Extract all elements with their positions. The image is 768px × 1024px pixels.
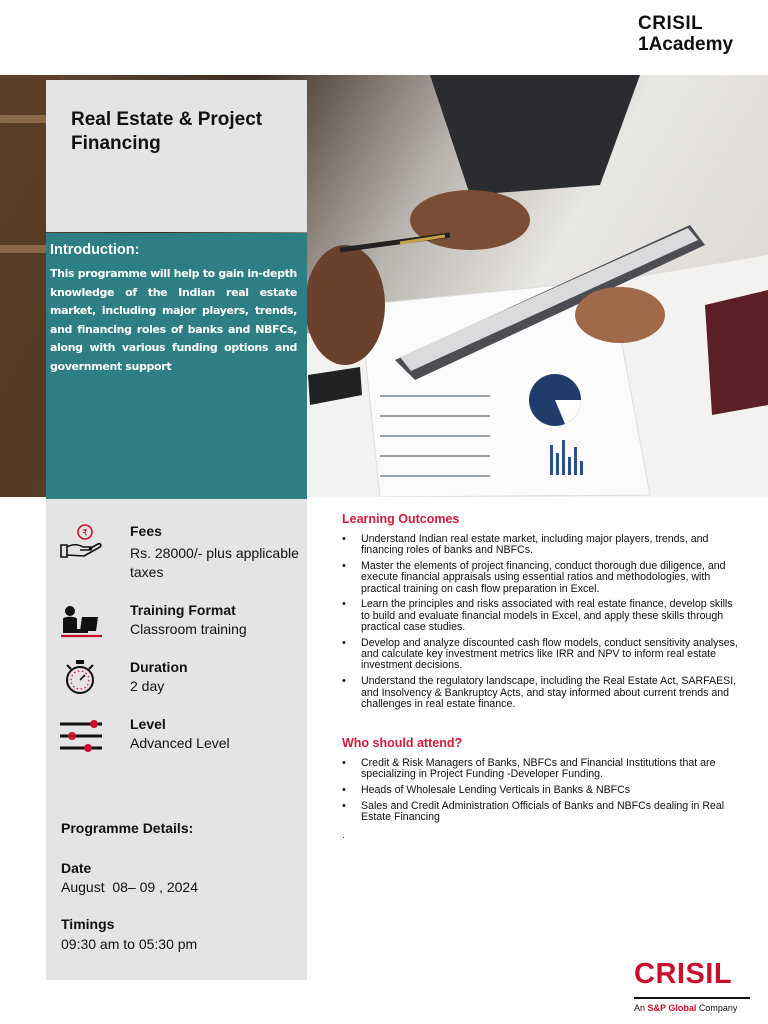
footer-rule bbox=[634, 997, 750, 999]
level-label: Level bbox=[130, 716, 166, 732]
logo-line-2: 1Academy bbox=[638, 34, 734, 55]
who-should-attend-list bbox=[342, 758, 742, 823]
date-value: August 08– 09 , 2024 bbox=[61, 879, 198, 895]
training-format-value: Classroom training bbox=[130, 621, 247, 637]
stopwatch-icon bbox=[58, 659, 104, 699]
footer-brand: CRISIL bbox=[634, 958, 733, 990]
introduction-panel bbox=[46, 233, 307, 499]
hand-coin-icon bbox=[58, 523, 104, 563]
tagline-brand: S&P Global bbox=[647, 1003, 697, 1013]
duration-value: 2 day bbox=[130, 678, 165, 694]
learning-outcomes-heading: Learning Outcomes bbox=[342, 512, 460, 526]
page-title: Real Estate & Project Financing bbox=[71, 109, 263, 154]
footer-tagline bbox=[634, 1003, 752, 1013]
course-info-panel bbox=[46, 499, 307, 980]
programme-details-heading: Programme Details: bbox=[61, 820, 194, 836]
tagline-prefix: An bbox=[634, 1003, 648, 1013]
tagline-suffix: Company bbox=[696, 1003, 738, 1013]
crisil-academy-logo bbox=[638, 14, 758, 54]
list-item: • Master the elements of project financing, conduct thorough due diligence, and execute financial appraisals using essential ratios and methodologies, with practical training on cash flow preparation in Excel. bbox=[342, 561, 742, 595]
introduction-heading: Introduction: bbox=[50, 242, 140, 258]
trailing-dot: . bbox=[342, 829, 345, 841]
sliders-icon bbox=[58, 718, 104, 758]
who-should-attend-heading: Who should attend? bbox=[342, 736, 463, 751]
list-item: • Sales and Credit Administration Officials of Banks and NBFCs dealing in Real Estate Financing bbox=[342, 801, 742, 824]
fees-value: Rs. 28000/- plus applicable taxes bbox=[130, 545, 299, 580]
right-column bbox=[342, 512, 742, 841]
learning-outcomes-list bbox=[342, 534, 742, 710]
list-item: • Understand the regulatory landscape, including the Real Estate Act, SARFAESI, and Insolvency & Bankruptcy Acts, and stay informed about current trends and challenges in real estate finance. bbox=[342, 676, 742, 710]
list-item: • Heads of Wholesale Lending Verticals in Banks & NBFCs bbox=[342, 785, 742, 796]
level-value: Advanced Level bbox=[130, 735, 230, 751]
list-item: • Understand Indian real estate market, including major players, trends, and financing roles of banks and NBFCs. bbox=[342, 534, 742, 557]
list-item: • Credit & Risk Managers of Banks, NBFCs and Financial Institutions that are specializing in Project Funding -Developer Funding. bbox=[342, 758, 742, 781]
list-item: • Develop and analyze discounted cash flow models, conduct sensitivity analyses, and calculate key investment metrics like IRR and NPV to inform real estate investment decisions. bbox=[342, 638, 742, 672]
date-label: Date bbox=[61, 860, 92, 876]
timings-label: Timings bbox=[61, 916, 115, 932]
title-panel bbox=[46, 80, 307, 232]
timings-value: 09:30 am to 05:30 pm bbox=[61, 936, 198, 952]
training-format-label: Training Format bbox=[130, 602, 236, 618]
introduction-text: This programme will help to gain in-depth knowledge of the Indian real estate market, including major players, trends, and financing roles of banks and NBFCs, along with various funding options and government support bbox=[50, 267, 297, 373]
list-item: • Learn the principles and risks associated with real estate finance, develop skills to build and evaluate financial models in Excel, and apply these skills through practical case studies. bbox=[342, 599, 742, 633]
svg-text:₹: ₹ bbox=[82, 528, 88, 539]
fees-label: Fees bbox=[130, 523, 162, 539]
logo-line-1: CRISIL bbox=[638, 13, 704, 34]
person-laptop-icon bbox=[58, 603, 104, 643]
duration-label: Duration bbox=[130, 659, 188, 675]
crisil-footer-logo bbox=[634, 960, 752, 1013]
